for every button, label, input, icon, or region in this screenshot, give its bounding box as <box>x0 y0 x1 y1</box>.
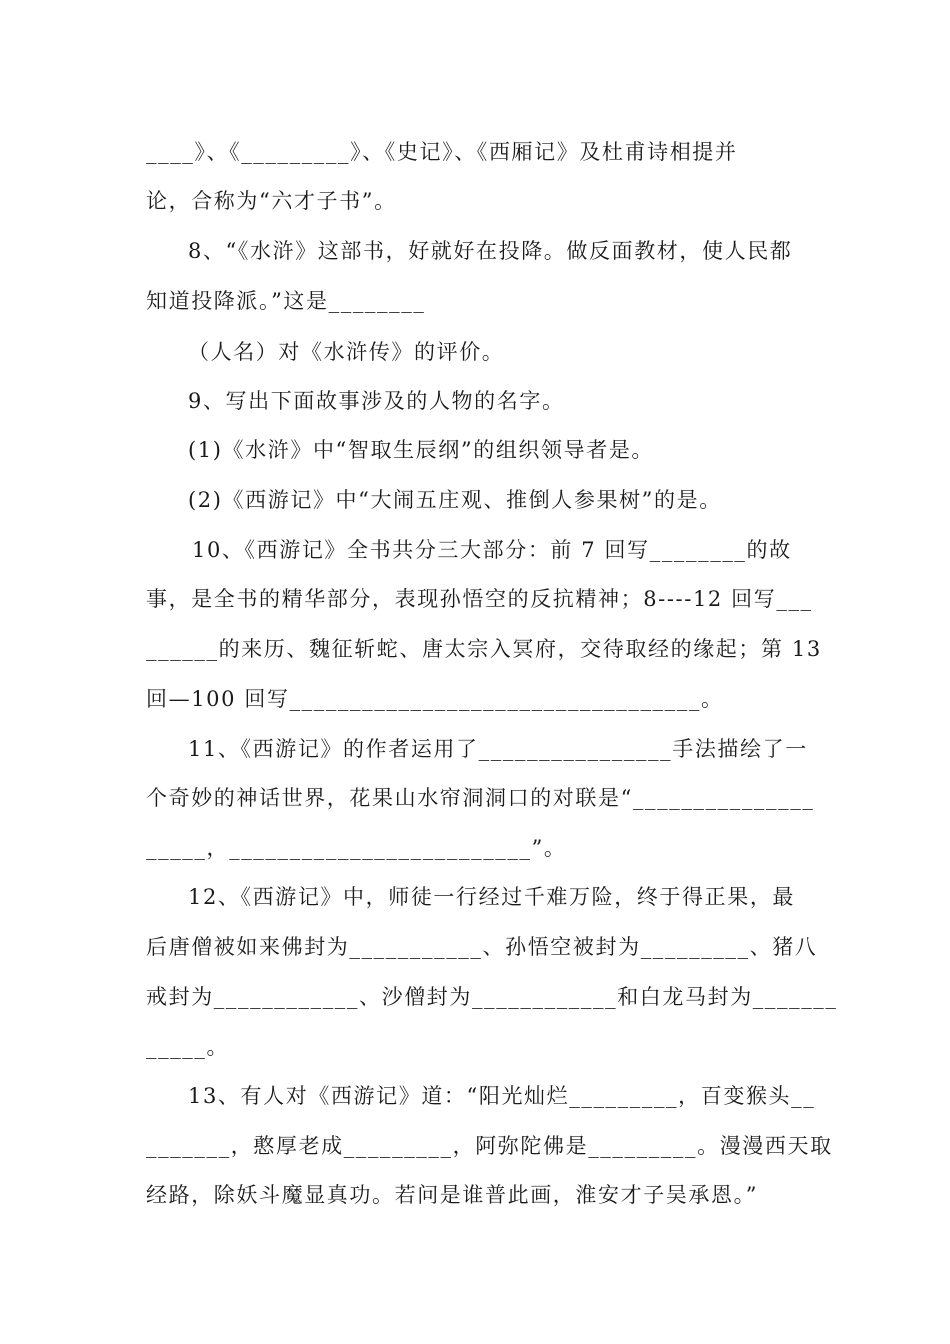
question-9-item-2: (2)《西游记》中“大闹五庄观、推倒人参果树”的是。 <box>188 488 722 512</box>
text-line: 事，是全书的精华部分，表现孙悟空的反抗精神；8----12 回写___ <box>146 587 813 611</box>
text-line: 论，合称为“六才子书”。 <box>146 189 397 213</box>
text-line: 个奇妙的神话世界，花果山水帘洞洞口的对联是“_______________ <box>146 786 815 810</box>
question-13-line: 13、有人对《西游记》道：“阳光灿烂_________，百变猴头__ <box>188 1084 816 1108</box>
question-9-line: 9、写出下面故事涉及的人物的名字。 <box>188 389 565 413</box>
text-line: _____。 <box>146 1035 230 1059</box>
question-9-item-1: (1)《水浒》中“智取生辰纲”的组织领导者是。 <box>188 438 655 462</box>
question-11-line: 11、《西游记》的作者运用了________________手法描绘了一 <box>188 737 808 761</box>
text-line: 知道投降派。”这是________ <box>146 289 426 313</box>
text-line: 后唐僧被如来佛封为___________、孙悟空被封为_________、猪八 <box>146 935 818 959</box>
text-line: ______的来历、魏征斩蛇、唐太宗入冥府，交待取经的缘起；第 13 <box>146 637 822 661</box>
text-line: 戒封为____________、沙僧封为____________和白龙马封为_______ <box>146 985 838 1009</box>
text-line: 经路，除妖斗魔显真功。若问是谁普此画，淮安才子吴承恩。” <box>146 1183 759 1207</box>
text-line: （人名）对《水浒传》的评价。 <box>188 340 505 364</box>
question-10-line: 10、《西游记》全书共分三大部分：前 7 回写________的故 <box>192 538 792 562</box>
question-12-line: 12、《西游记》中，师徒一行经过千难万险，终于得正果，最 <box>188 885 796 909</box>
question-8-line: 8、“《水浒》这部书，好就好在投降。做反面教材，使人民都 <box>188 239 793 263</box>
text-line: 回—100 回写__________________________________。 <box>146 687 724 711</box>
text-line: _______，憨厚老成_________，阿弥陀佛是_________。漫漫西天取 <box>146 1134 833 1158</box>
text-line: _____，_________________________”。 <box>146 836 567 860</box>
text-line: ____》、《_________》、《史记》、《西厢记》及杜甫诗相提并 <box>146 140 738 164</box>
